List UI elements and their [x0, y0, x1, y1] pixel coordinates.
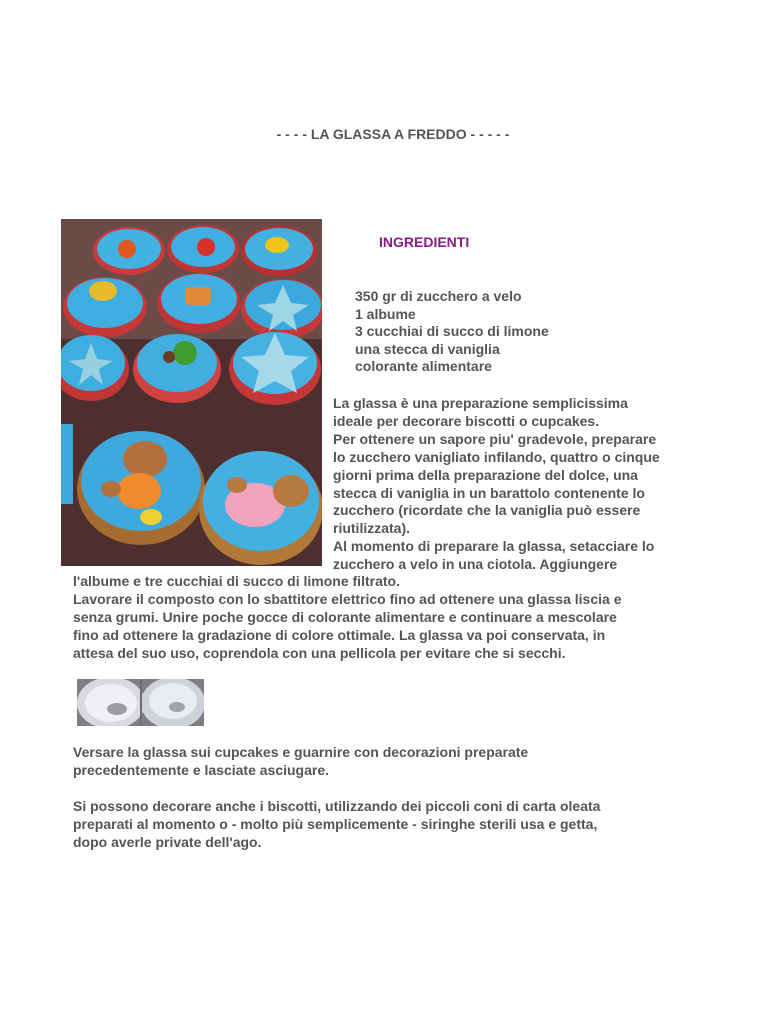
- text-line: precedentemente e lasciate asciugare.: [73, 761, 330, 778]
- ingredient-item: colorante alimentare: [355, 358, 492, 375]
- text-line: zucchero a velo in una ciotola. Aggiungere: [333, 556, 618, 573]
- text-line: preparati al momento o - molto più semplicemente - siringhe sterili usa e getta,: [73, 815, 598, 832]
- text-line: Si possono decorare anche i biscotti, utilizzando dei piccoli coni di carta oleata: [73, 798, 601, 814]
- text-line: La glassa è una preparazione semplicissima: [333, 395, 628, 411]
- text-line: Per ottenere un sapore piu' gradevole, preparare: [333, 430, 657, 447]
- ingredient-item: 350 gr di zucchero a velo: [355, 288, 522, 304]
- ingredients-heading: INGREDIENTI: [379, 234, 470, 250]
- page-title: - - - - LA GLASSA A FREDDO - - - - -: [276, 126, 510, 142]
- ingredient-item: una stecca di vaniglia: [355, 340, 500, 357]
- text-line: Al momento di preparare la glassa, setacciare lo: [333, 538, 655, 555]
- text-line: senza grumi. Unire poche gocce di colorante alimentare e continuare a mescolare: [73, 608, 617, 625]
- text-line: Versare la glassa sui cupcakes e guarnire con decorazioni preparate: [73, 744, 529, 760]
- text-line: dopo averle private dell'ago.: [73, 833, 262, 850]
- ingredients-list: [355, 288, 549, 376]
- biscuits-paragraph: [73, 798, 733, 852]
- glaze-bowls-illustration: [77, 679, 204, 726]
- ingredient-item: 1 albume: [355, 305, 416, 322]
- text-line: lo zucchero vanigliato infilando, quattro o cinque: [333, 448, 660, 465]
- text-line: ideale per decorare biscotti o cupcakes.: [333, 412, 600, 429]
- text-line: fino ad ottenere la gradazione di colore ottimale. La glassa va poi conservata, in: [73, 626, 606, 643]
- decoration-paragraph: [73, 744, 733, 780]
- text-line: attesa del suo uso, coprendola con una pellicola per evitare che si secchi.: [73, 644, 566, 661]
- cupcakes-illustration: [61, 219, 322, 566]
- text-line: l'albume e tre cucchiai di succo di limone filtrato.: [73, 573, 400, 589]
- text-line: riutilizzata).: [333, 520, 411, 537]
- text-line: giorni prima della preparazione del dolce, una: [333, 466, 638, 483]
- text-line: zucchero (ricordate che la vaniglia può essere: [333, 502, 641, 519]
- glaze-bowls-photo: [77, 679, 204, 726]
- cupcakes-photo: [61, 219, 322, 566]
- text-line: stecca di vaniglia in un barattolo contenente lo: [333, 484, 645, 501]
- ingredient-item: 3 cucchiai di succo di limone: [355, 323, 549, 340]
- intro-paragraph: [333, 395, 733, 574]
- text-line: Lavorare il composto con lo sbattitore elettrico fino ad ottenere una glassa liscia e: [73, 590, 622, 607]
- method-paragraph: [73, 573, 733, 663]
